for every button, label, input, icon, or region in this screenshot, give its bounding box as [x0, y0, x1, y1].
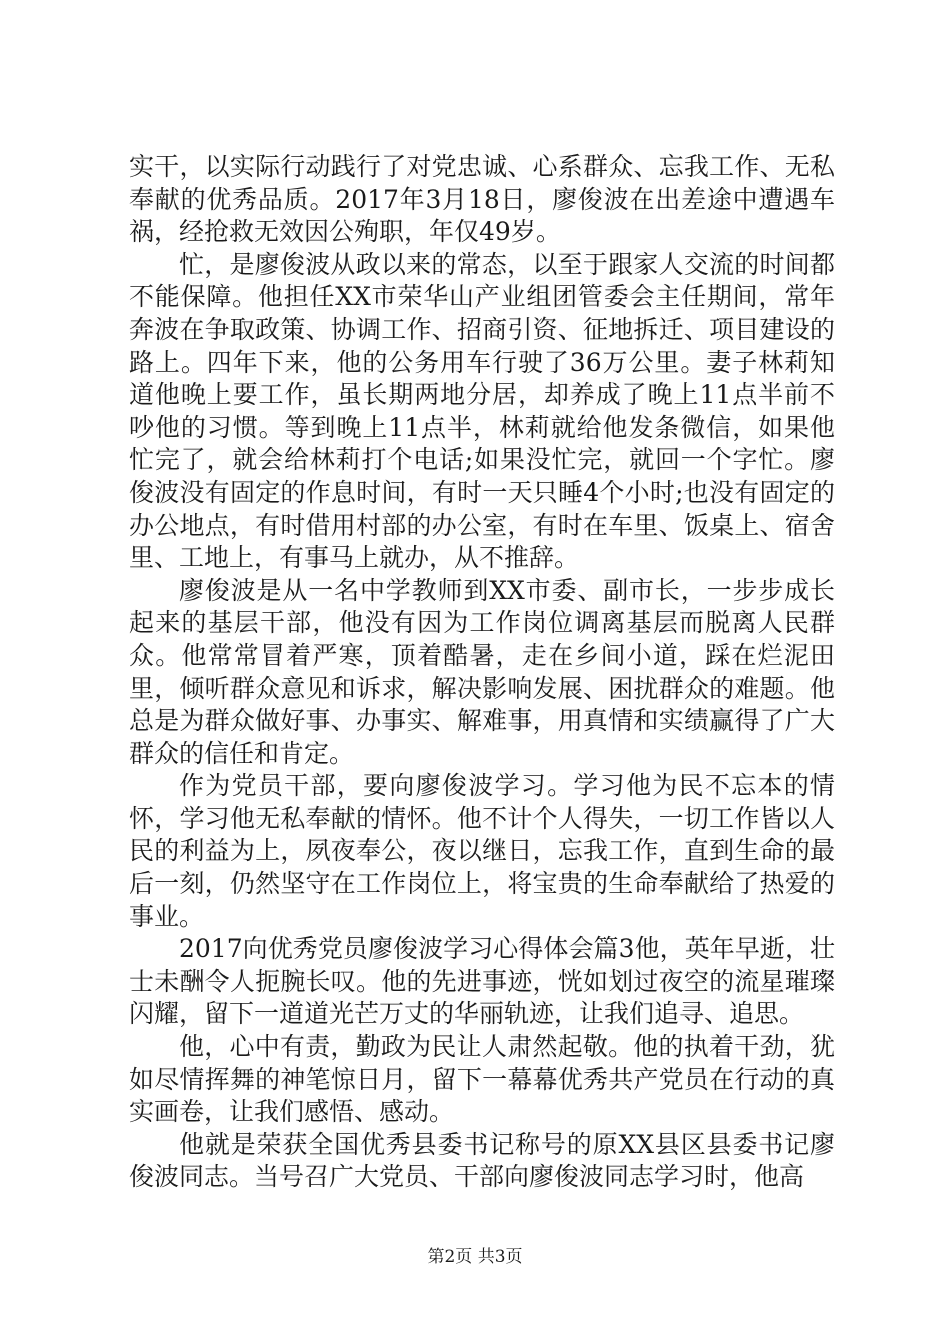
page-footer: 第2页 共3页 [427, 1247, 523, 1267]
paragraph-3: 廖俊波是从一名中学教师到XX市委、副市长，一步步成长起来的基层干部，他没有因为工作岗位调离基层而脱离人民群众。他常常冒着严寒，顶着酷暑，走在乡间小道，踩在烂泥田里，倾听群众意见和诉求，解决影响发展、困扰群众的难题。他总是为群众做好事、办事实、解难事，用真情和实绩赢得了广大群众的信任和肯定。 [129, 575, 835, 768]
paragraph-7: 他就是荣获全国优秀县委书记称号的原XX县区县委书记廖俊波同志。当号召广大党员、干部向廖俊波同志学习时，他高 [129, 1129, 835, 1192]
paragraph-5: 2017向优秀党员廖俊波学习心得体会篇3他，英年早逝，壮士未酬令人扼腕长叹。他的先进事迹，恍如划过夜空的流星璀璨闪耀，留下一道道光芒万丈的华丽轨迹，让我们追寻、追思。 [129, 934, 835, 1029]
paragraph-6: 他，心中有责，勤政为民让人肃然起敬。他的执着干劲，犹如尽情挥舞的神笔惊日月，留下一幕幕优秀共产党员在行动的真实画卷，让我们感悟、感动。 [129, 1032, 835, 1127]
paragraph-2: 忙，是廖俊波从政以来的常态，以至于跟家人交流的时间都不能保障。他担任XX市荣华山产业组团管委会主任期间，常年奔波在争取政策、协调工作、招商引资、征地拆迁、项目建设的路上。四年下来，他的公务用车行驶了36万公里。妻子林莉知道他晚上要工作，虽长期两地分居，却养成了晚上11点半前不吵他的习惯。等到晚上11点半，林莉就给他发条微信，如果他忙完了，就会给林莉打个电话;如果没忙完，就回一个字忙。廖俊波没有固定的作息时间，有时一天只睡4个小时;也没有固定的办公地点，有时借用村部的办公室，有时在车里、饭桌上、宿舍里、工地上，有事马上就办，从不推辞。 [129, 249, 835, 573]
paragraph-4: 作为党员干部，要向廖俊波学习。学习他为民不忘本的情怀，学习他无私奉献的情怀。他不计个人得失，一切工作皆以人民的利益为上，夙夜奉公，夜以继日，忘我工作，直到生命的最后一刻，仍然坚守在工作岗位上，将宝贵的生命奉献给了热爱的事业。 [129, 771, 835, 931]
document-body [129, 151, 835, 1194]
paragraph-1: 实干，以实际行动践行了对党忠诚、心系群众、忘我工作、无私奉献的优秀品质。2017年3月18日，廖俊波在出差途中遭遇车祸，经抢救无效因公殉职，年仅49岁。 [129, 152, 835, 247]
